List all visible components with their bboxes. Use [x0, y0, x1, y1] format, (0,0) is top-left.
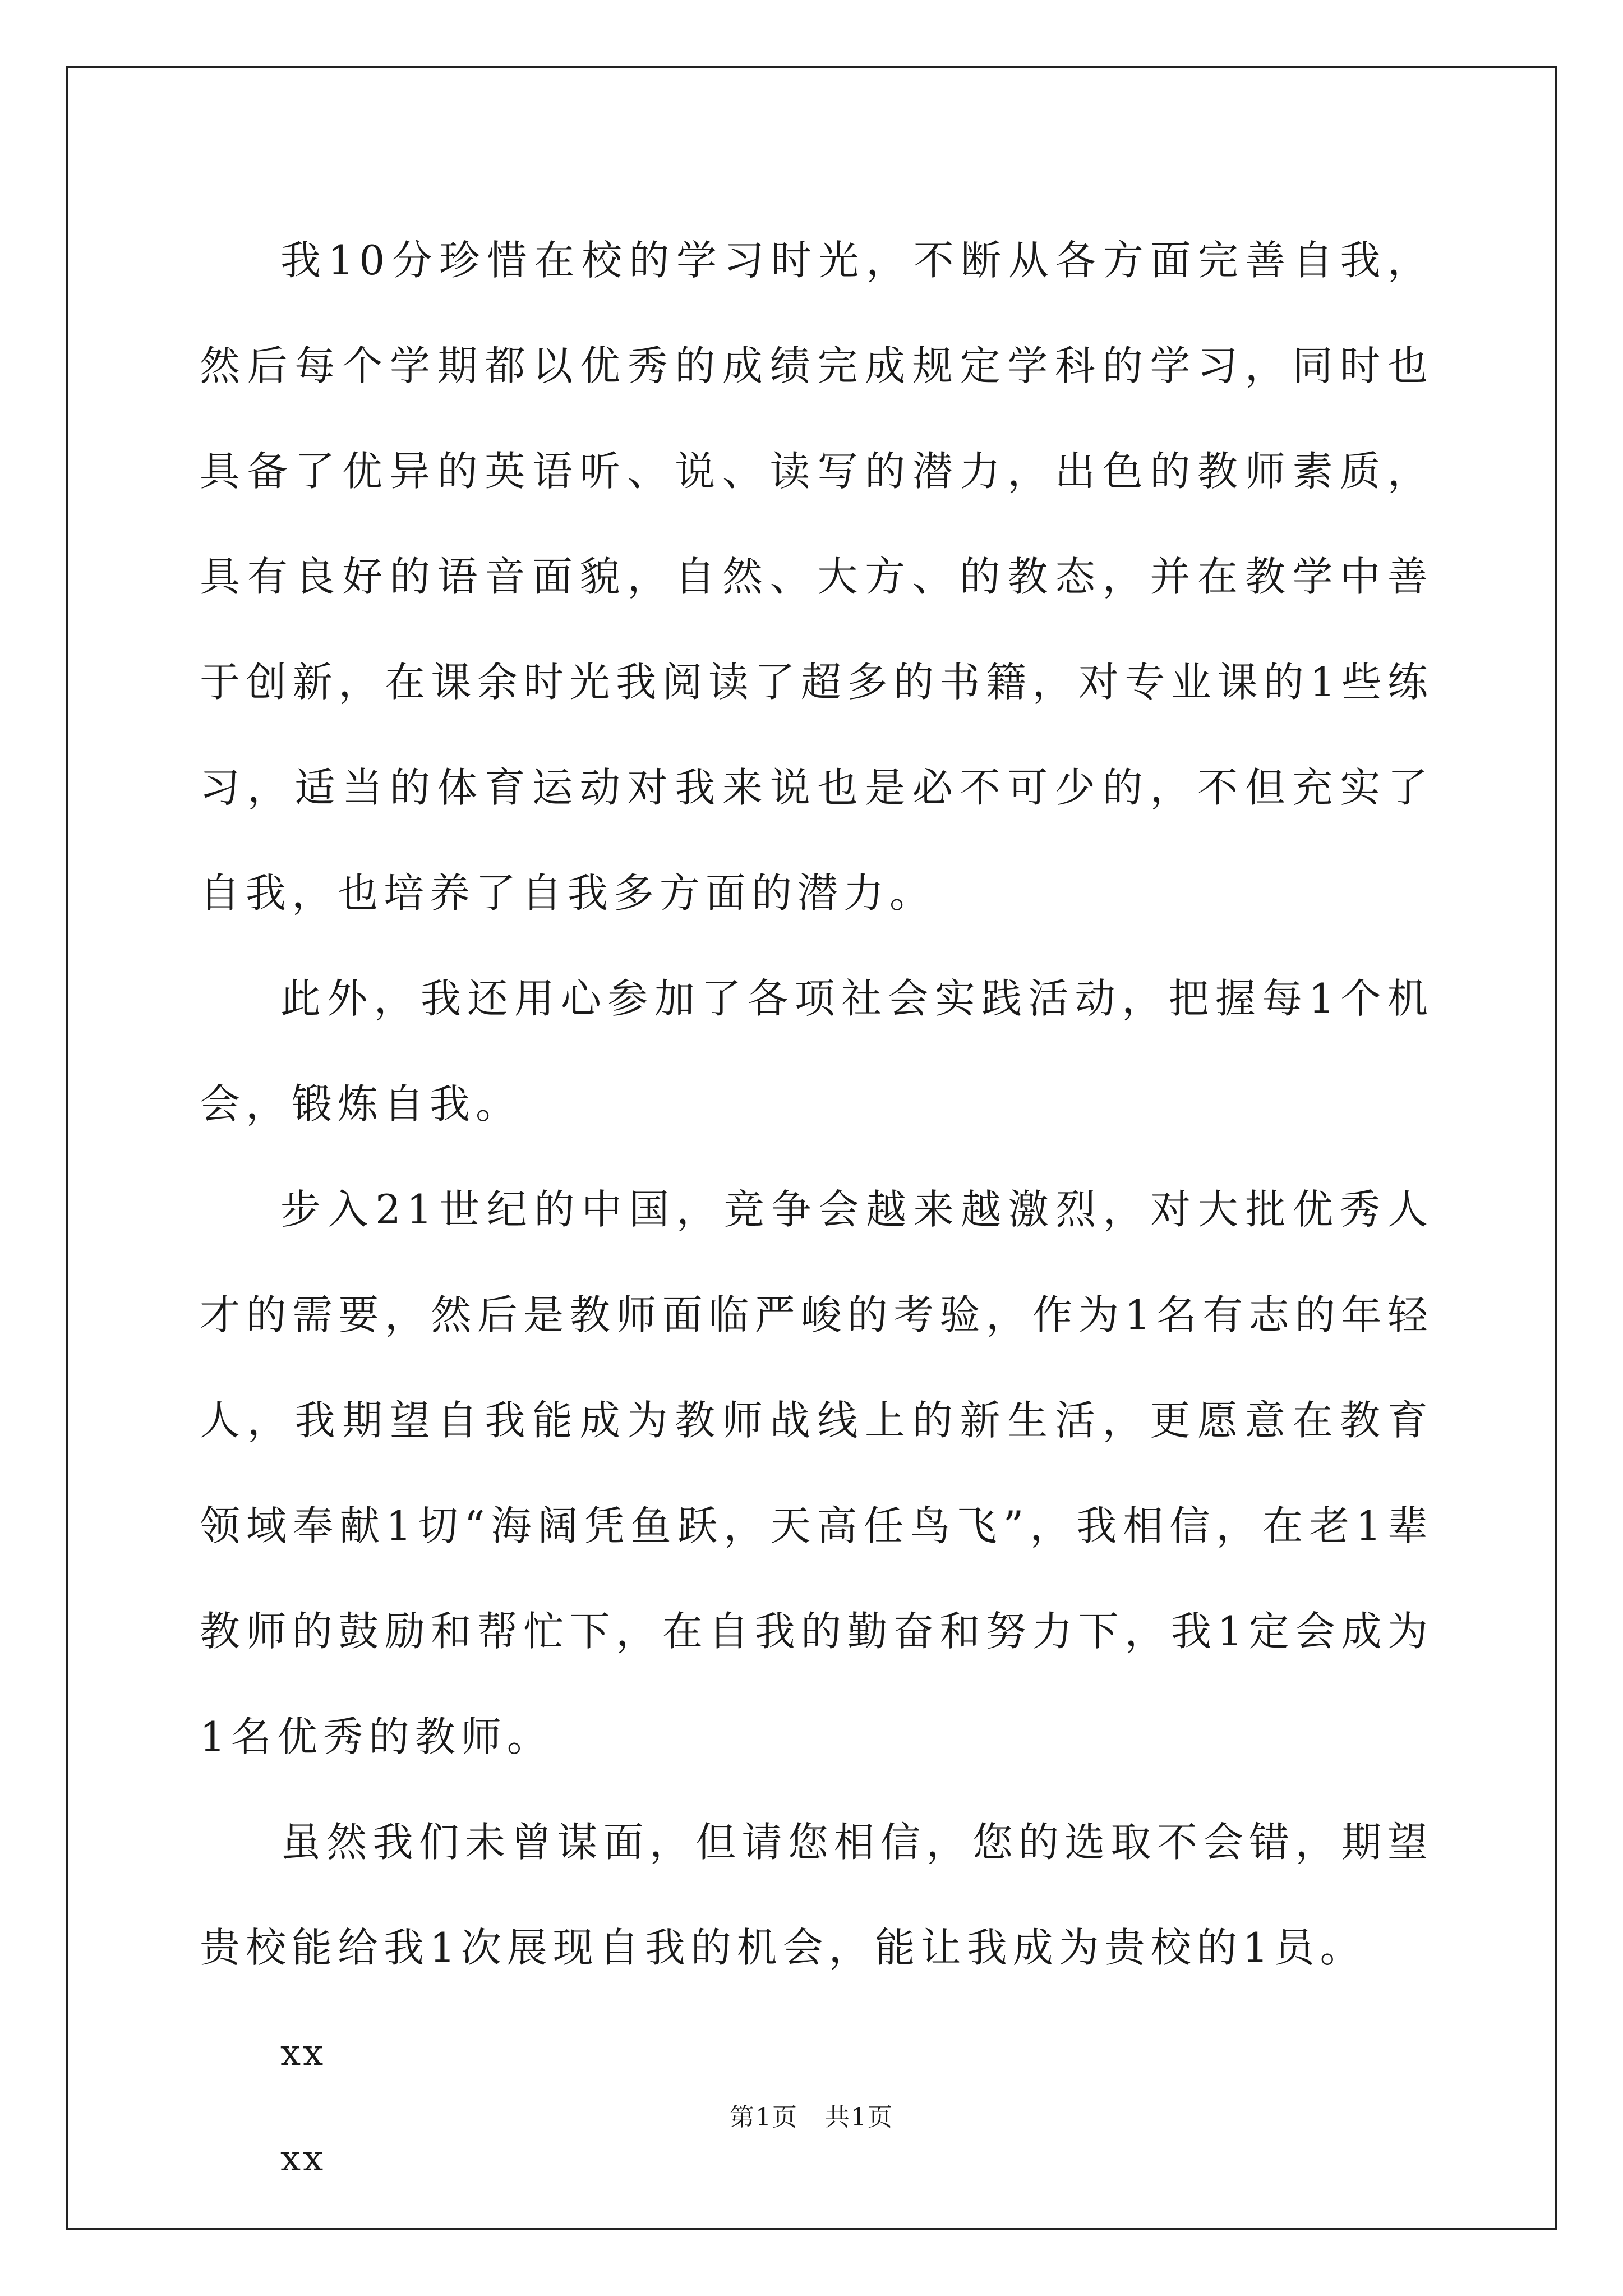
page-number: 第1页 [730, 2103, 799, 2132]
page-footer [0, 2097, 1623, 2133]
paragraph-study: 我10分珍惜在校的学习时光，不断从各方面完善自我，然后每个学期都以优秀的成绩完成规定学科的学习，同时也具备了优异的英语听、说、读写的潜力，出色的教师素质，具有良好的语音面貌，自然、大方、的教态，并在教学中善于创新，在课余时光我阅读了超多的书籍，对专业课的1些练习，适当的体育运动对我来说也是必不可少的，不但充实了自我，也培养了自我多方面的潜力。 [200, 237, 1433, 917]
signature-line-1: xx [280, 2032, 326, 2074]
signature-line-2: xx [280, 2138, 326, 2179]
page-total: 共1页 [824, 2103, 893, 2132]
paragraph-closing: 虽然我们未曾谋面，但请您相信，您的选取不会错，期望贵校能给我1次展现自我的机会，能让我成为贵校的1员。 [200, 1819, 1433, 1971]
document-body [200, 208, 1433, 2211]
paragraph-practice: 此外，我还用心参加了各项社会实践活动，把握每1个机会，锻炼自我。 [200, 975, 1433, 1128]
paragraph-aspiration: 步入21世纪的中国，竞争会越来越激烈，对大批优秀人才的需要，然后是教师面临严峻的考验，作为1名有志的年轻人，我期望自我能成为教师战线上的新生活，更愿意在教育领域奉献1切“海阔凭鱼跃，天高任鸟飞”，我相信，在老1辈教师的鼓励和帮忙下，在自我的勤奋和努力下，我1定会成为1名优秀的教师。 [200, 1186, 1433, 1760]
